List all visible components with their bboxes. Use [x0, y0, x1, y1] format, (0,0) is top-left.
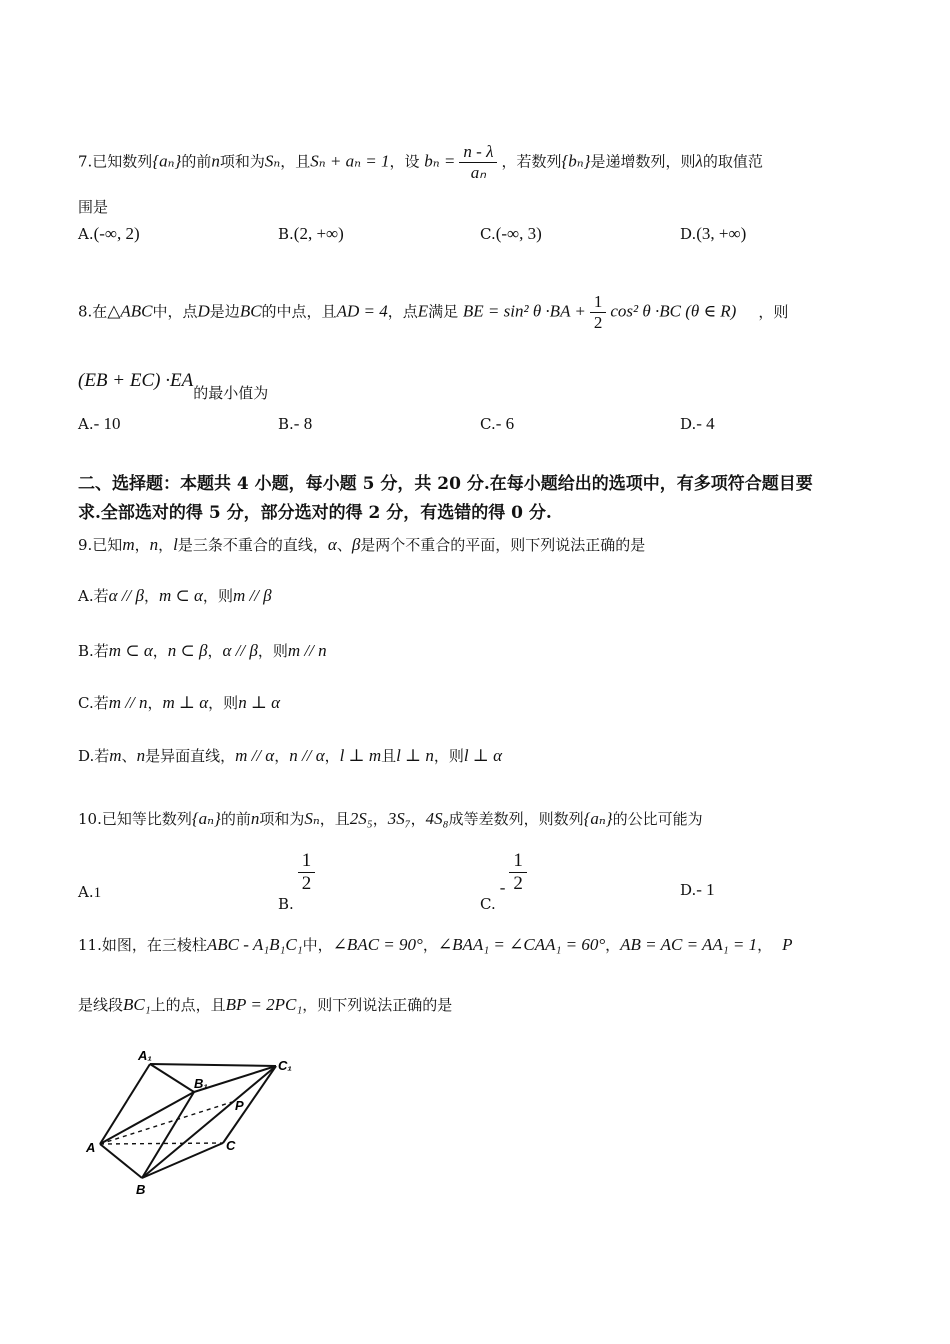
q8-text6: ，则	[758, 302, 789, 321]
q7-bn-den: aₙ	[470, 163, 487, 182]
label-P: P	[235, 1098, 244, 1113]
q9-n: n	[149, 535, 159, 554]
q10-option-a	[78, 883, 101, 902]
q10-text3: ，且	[319, 810, 350, 828]
q10-option-b-label: B.	[278, 894, 294, 913]
q7-seq-b: {bₙ}	[561, 151, 591, 171]
q9-c-res: n ⊥ α	[238, 693, 281, 712]
q7-eq1: Sₙ + aₙ = 1	[310, 151, 390, 171]
q7-option-b-label: B.	[278, 225, 294, 243]
label-B: B	[136, 1182, 146, 1197]
q9-b-c1: m ⊂ α	[108, 641, 153, 660]
q10-option-b	[278, 850, 319, 913]
q9-d-c3: n // α	[289, 746, 325, 765]
q10-n: n	[250, 809, 260, 828]
label-C1: C₁	[278, 1058, 292, 1073]
q7-option-d-value: (3, +∞)	[696, 224, 747, 243]
q8-text2: 是边	[209, 302, 240, 321]
q10-option-d-value: - 1	[696, 880, 715, 899]
q9-stem-a: 9.已知	[78, 536, 123, 554]
q10-text1: 的前	[220, 810, 251, 828]
q10-option-b-num: 1	[298, 850, 316, 873]
q7-line1	[78, 142, 763, 183]
q9-b-then: 则	[272, 642, 288, 660]
q9-stem-b: 是三条不重合的直线，	[177, 536, 328, 554]
q9-d-c1: m	[109, 746, 122, 765]
q10-seq: {aₙ}	[191, 809, 221, 828]
q7-option-c-label: C.	[480, 225, 496, 243]
q10-option-c-sign: -	[499, 877, 506, 897]
q7-lambda: λ	[695, 151, 703, 171]
q7-text7: 的取值范	[702, 152, 763, 171]
q8-frac-num: 1	[590, 292, 607, 313]
q9-d-text: 是异面直线，	[145, 747, 236, 765]
q11-angle2: ∠BAA₁ = ∠CAA₁ = 60°	[437, 935, 606, 954]
q9-d-c2: m // α	[235, 746, 275, 765]
q7-option-b	[278, 224, 344, 244]
q10-t1: 2S₅	[349, 809, 373, 828]
q10-option-c-fraction	[509, 850, 527, 895]
label-B1: B₁	[194, 1076, 208, 1091]
q10-option-a-value: 1	[93, 885, 102, 901]
q8-option-c-value: - 6	[495, 414, 515, 433]
q10-t2: 3S₇	[387, 809, 411, 828]
q9-c-c2: m ⊥ α	[162, 693, 209, 712]
q10-t3: 4S₈	[425, 809, 449, 828]
q11-angle1: ∠BAC = 90°	[332, 935, 423, 954]
q8-half-fraction	[590, 292, 607, 333]
q11-ratio: BP = 2PC₁	[225, 995, 303, 1014]
q9-b-res: m // n	[287, 641, 327, 660]
q8-option-b-value: - 8	[293, 414, 313, 433]
q9-a-then: 则	[217, 587, 233, 605]
q10-text5: 的公比可能为	[612, 810, 703, 828]
section2-line1: 二、选择题：本题共 4 小题，每小题 5 分，共 20 分.在每小题给出的选项中，有多项符合题目要	[78, 474, 813, 494]
q11-prism-figure	[80, 1040, 310, 1200]
q9-d-then: 则	[448, 747, 464, 765]
q10-intro: 10.已知等比数列	[78, 810, 192, 828]
edge-A1-B1	[150, 1064, 194, 1092]
q8-option-d	[680, 414, 715, 434]
q7-option-c	[480, 224, 542, 244]
q9-c-then: 则	[223, 694, 239, 712]
section2-line2: 求.全部选对的得 5 分，部分选对的得 2 分，有选错的得 0 分.	[78, 503, 552, 523]
q7-text3: ，且	[280, 152, 311, 171]
q7-option-d-label: D.	[680, 225, 697, 243]
q9-b-c2: n ⊂ β	[167, 641, 208, 660]
label-C: C	[226, 1138, 236, 1153]
q8-option-d-label: D.	[680, 415, 697, 433]
q7-bn-lhs: bₙ =	[424, 151, 456, 171]
q9-d-res: l ⊥ α	[463, 746, 503, 765]
q8-option-c	[480, 414, 514, 434]
q10-option-b-fraction	[298, 850, 316, 895]
q11-line2c: ，则下列说法正确的是	[302, 996, 453, 1014]
q11-line2a: 是线段	[78, 996, 124, 1014]
q11-line2	[78, 994, 452, 1015]
q8-option-c-label: C.	[480, 415, 496, 433]
q11-line1: 11.如图，在三棱柱ABC - A₁B₁C₁中，∠BAC = 90°，∠BAA₁ = ∠CAA₁ = 60°，AB = AC = AA₁ = 1， P	[78, 935, 793, 954]
q7-option-a	[78, 224, 140, 244]
q10-option-d-label: D.	[680, 881, 697, 899]
q8-frac-den: 2	[593, 313, 603, 332]
q9-c-c1: m // n	[108, 693, 148, 712]
q8-text4: ，点	[387, 302, 418, 321]
q7-text4: ，设	[389, 152, 420, 171]
q9-beta: β	[351, 535, 361, 554]
edge-B-B1	[142, 1092, 194, 1178]
q10-option-c-num: 1	[509, 850, 527, 873]
label-A: A	[86, 1140, 96, 1155]
q11-text1: 中，	[302, 936, 333, 954]
q7-text1: 的前	[181, 152, 212, 171]
q7-text5: ，若数列	[501, 152, 562, 171]
q8-option-a-label: A.	[78, 415, 94, 433]
q11-BC1: BC₁	[123, 995, 151, 1014]
q9-d-and: 且	[381, 747, 397, 765]
q8-option-a-value: - 10	[93, 414, 121, 433]
q7-option-a-label: A.	[78, 225, 94, 243]
q11-line2b: 上的点，且	[150, 996, 226, 1014]
edge-A1-C1	[150, 1064, 276, 1066]
q11-intro: 11.如图，在三棱柱	[78, 936, 207, 954]
q8-option-d-value: - 4	[696, 414, 715, 433]
q11-P: P	[782, 935, 793, 954]
q9-a-label: A.若	[78, 587, 109, 605]
q7-Sn: Sₙ	[264, 151, 281, 171]
q10-option-d	[680, 880, 715, 900]
q11-prism: ABC - A₁B₁C₁	[206, 935, 303, 954]
q8-expr-right: cos² θ ·BC (θ ∈ R)	[610, 301, 737, 321]
edge-B-C1	[142, 1066, 276, 1178]
q9-b-label: B.若	[78, 642, 109, 660]
q7-text2: 项和为	[219, 152, 265, 171]
q10-option-b-den: 2	[301, 873, 312, 894]
q10-text2: 项和为	[259, 810, 305, 828]
q9-d-c4: l ⊥ m	[339, 746, 382, 765]
q9-d-c1b: n	[136, 746, 146, 765]
q10-option-a-label: A.	[78, 883, 94, 901]
q7-option-d	[680, 224, 746, 244]
q9-b-c3: α // β	[222, 641, 258, 660]
q9-c-label: C.若	[78, 694, 109, 712]
q9-stem-c: 是两个不重合的平面，则下列说法正确的是	[360, 536, 646, 554]
q8-option-b	[278, 414, 312, 434]
q9-d-label: D.若	[78, 747, 110, 765]
q9-d-c5: l ⊥ n	[396, 746, 434, 765]
q7-line2: 围是	[78, 198, 109, 216]
q9-a-c1: α // β	[108, 586, 144, 605]
q8-line2-text: 的最小值为	[193, 384, 269, 402]
q8-text5: 满足	[428, 302, 459, 321]
q8-expr-left: BE = sin² θ ·BA +	[462, 301, 586, 321]
q9-option-a: A.若α // β，m ⊂ α，则m // β	[78, 586, 272, 605]
q8-text1: 中，点	[152, 302, 198, 321]
q9-option-c: C.若m // n，m ⊥ α，则n ⊥ α	[78, 693, 281, 712]
q10-option-c	[480, 850, 531, 913]
q7-bn-fraction	[459, 142, 497, 183]
q11-lengths: AB = AC = AA₁ = 1	[620, 935, 758, 954]
edge-A-B	[100, 1144, 142, 1178]
q10-text4: 成等差数列，则数列	[448, 810, 584, 828]
q7-bn-num: n - λ	[459, 142, 497, 163]
q7-n: n	[211, 151, 220, 171]
q9-a-c2: m ⊂ α	[158, 586, 203, 605]
q8-AD: AD = 4	[336, 301, 388, 321]
q10-option-c-label: C.	[480, 894, 496, 913]
q8-line2	[78, 370, 269, 402]
q7-option-c-value: (-∞, 3)	[495, 224, 542, 243]
q7-seq-a: {aₙ}	[152, 151, 182, 171]
q8-E: E	[417, 301, 429, 321]
q8-text3: 的中点，且	[261, 302, 337, 321]
edge-B-C	[142, 1143, 223, 1178]
q7-option-b-value: (2, +∞)	[293, 224, 344, 243]
label-A1: A₁	[138, 1048, 152, 1063]
q7-intro: 7.已知数列	[78, 152, 153, 171]
q9-option-d: D.若m、n是异面直线，m // α，n // α，l ⊥ m且l ⊥ n，则l ⊥ α	[78, 746, 503, 765]
q8-option-b-label: B.	[278, 415, 294, 433]
q10-Sn: Sₙ	[304, 809, 320, 828]
q10-stem: 10.已知等比数列{aₙ}的前n项和为Sₙ，且2S₅，3S₇，4S₈成等差数列，则数列{aₙ}的公比可能为	[78, 809, 703, 828]
q7-text6: 是递增数列，则	[590, 152, 696, 171]
q8-triangle: △ABC	[107, 301, 153, 321]
q9-option-b: B.若m ⊂ α，n ⊂ β，α // β，则m // n	[78, 641, 327, 660]
q8-line1	[78, 292, 788, 333]
q7-option-a-value: (-∞, 2)	[93, 224, 140, 243]
q10-option-c-den: 2	[513, 873, 523, 894]
q8-BC: BC	[239, 301, 262, 321]
q9-m: m	[122, 535, 135, 554]
q8-intro: 8.在	[78, 302, 108, 321]
q8-option-a	[78, 414, 121, 434]
q9-stem: 9.已知m，n，l是三条不重合的直线，α、β是两个不重合的平面，则下列说法正确的是	[78, 535, 646, 554]
q9-a-res: m // β	[232, 586, 272, 605]
q10-seq-2: {aₙ}	[583, 809, 613, 828]
edge-A-B1	[100, 1092, 194, 1144]
q8-D: D	[197, 301, 210, 321]
edge-A-A1	[100, 1064, 150, 1144]
q9-l: l	[173, 535, 178, 554]
q8-line2-expr: (EB + EC) ·EA	[78, 370, 194, 391]
q9-alpha: α	[327, 535, 337, 554]
